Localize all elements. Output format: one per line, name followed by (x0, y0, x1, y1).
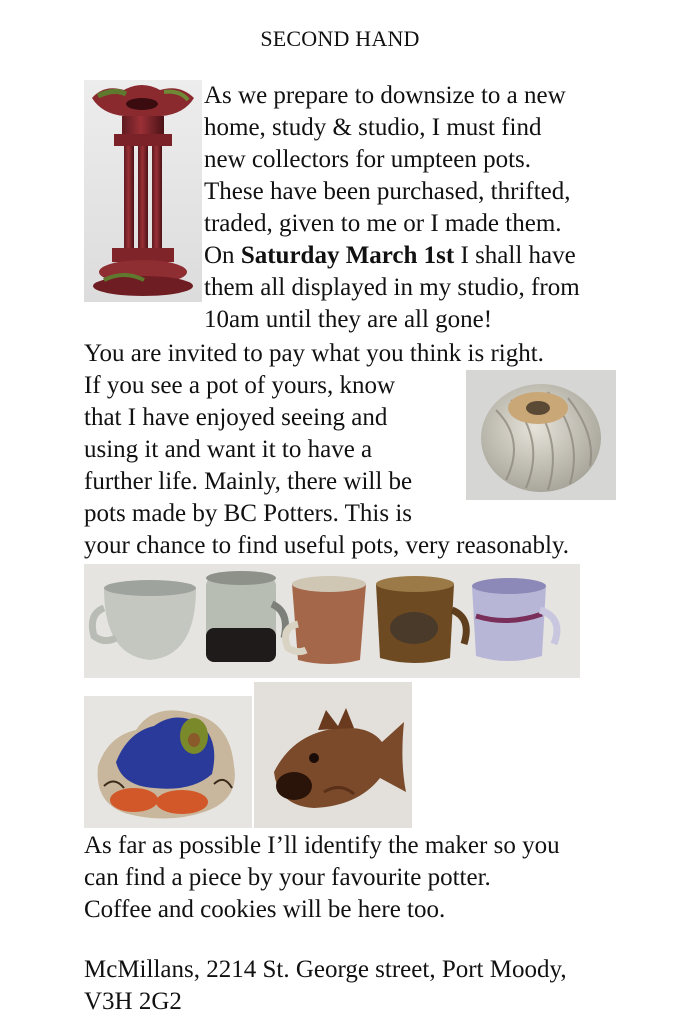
intro-line-7: them all displayed in my studio, from (204, 274, 580, 301)
potters-line-2: that I have enjoyed seeing and (84, 404, 388, 431)
potters-line-1: If you see a pot of yours, know (84, 372, 396, 399)
bowl-photo (466, 370, 616, 500)
intro-line-2: home, study & studio, I must find (204, 114, 542, 141)
on-word: On (204, 242, 235, 269)
address-line-1: McMillans, 2214 St. George street, Port Moody, (84, 956, 567, 983)
intro-line-5: traded, given to me or I made them. (204, 210, 562, 237)
potters-line-4: further life. Mainly, there will be (84, 468, 413, 495)
dish-photo (84, 696, 252, 828)
potters-line-5: pots made by BC Potters. This is (84, 500, 413, 527)
potters-line-3: using it and want it to have a (84, 436, 373, 463)
invite-line: You are invited to pay what you think is right. (84, 340, 544, 367)
fish-photo (254, 682, 412, 828)
address-line-2: V3H 2G2 (84, 988, 182, 1015)
date-suffix: I shall have (460, 242, 576, 269)
maker-line-2: can find a piece by your favourite potter. (84, 864, 491, 891)
intro-line-4: These have been purchased, thrifted, (204, 178, 571, 205)
event-date: Saturday March 1st (240, 242, 455, 269)
maker-line-1: As far as possible I’ll identify the maker so you (84, 832, 560, 859)
vase-photo (84, 80, 202, 302)
page-title: SECOND HAND (260, 26, 420, 51)
intro-date-line (204, 240, 576, 272)
potters-closing: your chance to find useful pots, very reasonably. (84, 532, 570, 559)
mugs-photo (84, 564, 580, 678)
maker-line-3: Coffee and cookies will be here too. (84, 896, 446, 923)
intro-line-8: 10am until they are all gone! (204, 306, 493, 333)
intro-line-3: new collectors for umpteen pots. (204, 146, 531, 173)
intro-line-1: As we prepare to downsize to a new (204, 82, 566, 109)
